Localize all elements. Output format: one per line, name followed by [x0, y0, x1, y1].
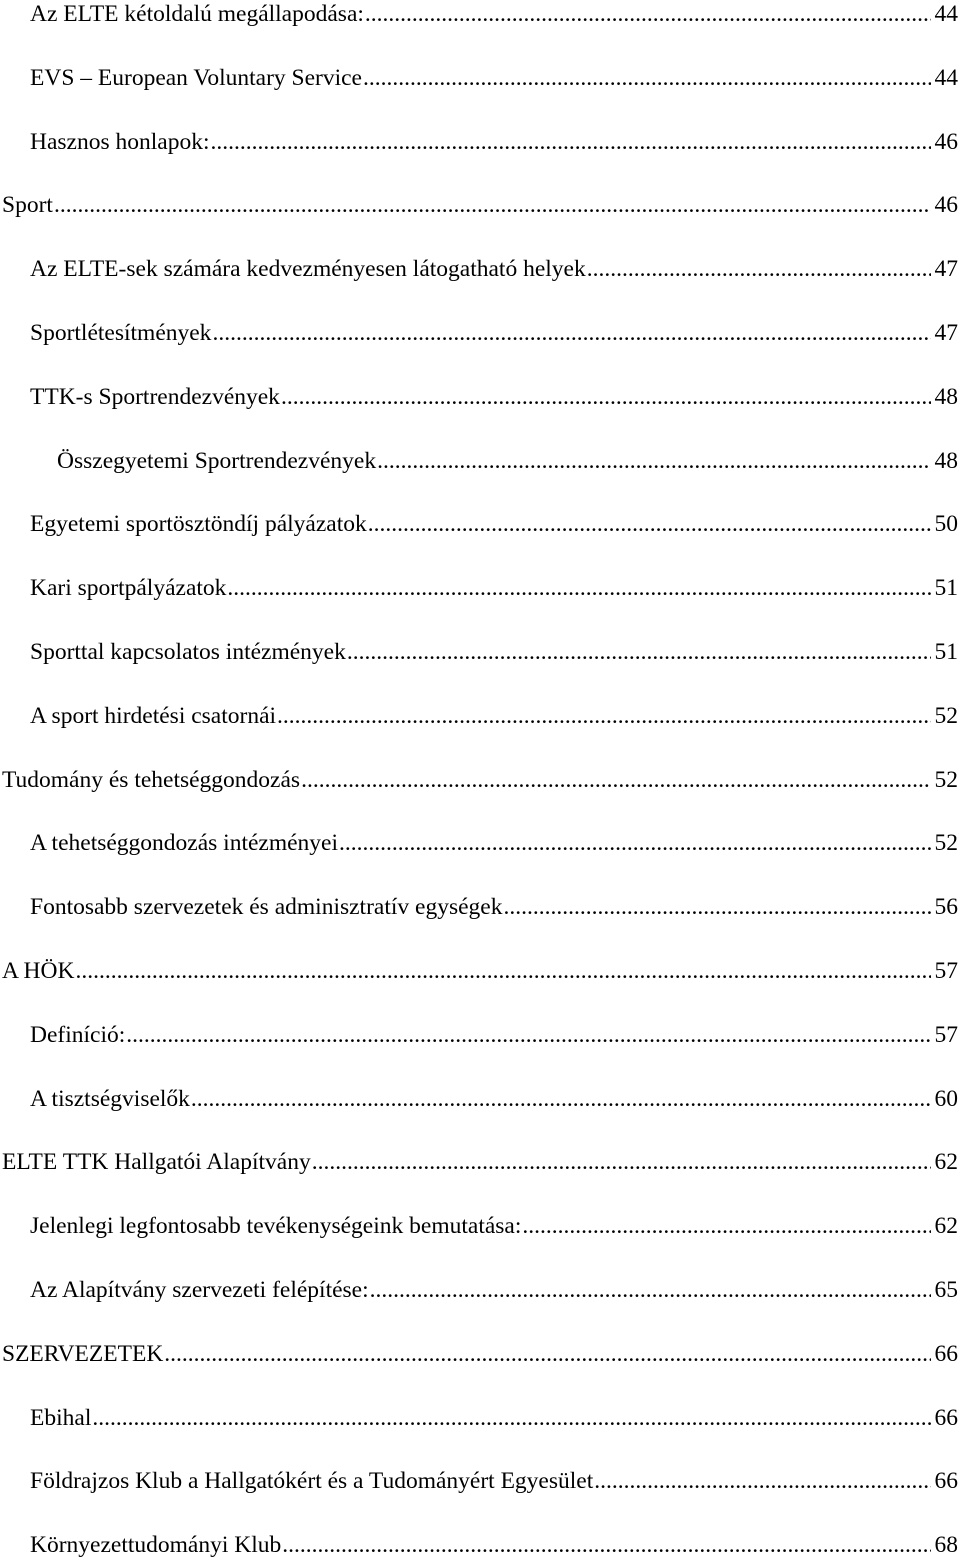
toc-entry[interactable] [0, 887, 960, 927]
toc-page-number: 66 [934, 1404, 958, 1431]
toc-page-number: 62 [934, 1213, 958, 1240]
toc-entry-title: Az ELTE kétoldalú megállapodása: [30, 1, 364, 27]
toc-entry[interactable] [0, 313, 960, 353]
toc-page-number: 52 [934, 766, 958, 793]
toc-entry[interactable] [0, 185, 960, 225]
toc-dot-leader [312, 1142, 931, 1182]
toc-entry[interactable] [0, 1015, 960, 1055]
toc-page-number: 60 [934, 1085, 958, 1112]
toc-page-number: 52 [934, 830, 958, 857]
toc-dot-leader [594, 1461, 930, 1501]
toc-dot-leader [377, 441, 930, 481]
toc-page-number: 51 [934, 575, 958, 602]
toc-dot-leader [75, 951, 930, 991]
toc-entry-title: Kari sportpályázatok [30, 575, 227, 602]
toc-entry[interactable] [0, 1079, 960, 1119]
toc-entry[interactable] [0, 249, 960, 289]
toc-entry[interactable] [0, 58, 960, 98]
toc-dot-leader [227, 568, 930, 608]
toc-dot-leader [281, 377, 931, 417]
toc-entry-title: SZERVEZETEK [2, 1340, 164, 1367]
toc-entry-title: Sporttal kapcsolatos intézmények [30, 639, 346, 665]
toc-entry-title: Az ELTE-sek számára kedvezményesen látogatható helyek [30, 256, 586, 283]
toc-entry[interactable] [0, 1270, 960, 1310]
toc-dot-leader [277, 696, 930, 736]
toc-page-number: 57 [934, 1021, 958, 1048]
toc-entry[interactable] [0, 0, 960, 34]
toc-page-number: 52 [934, 702, 958, 729]
toc-dot-leader [347, 632, 931, 672]
toc-entry-title: TTK-s Sportrendezvények [30, 383, 280, 410]
toc-entry-title: Összegyetemi Sportrendezvények [57, 447, 377, 474]
toc-entry-title: Sportlétesítmények [30, 320, 212, 346]
toc-dot-leader [365, 0, 931, 34]
toc-page-number: 47 [934, 256, 958, 283]
toc-entry[interactable] [0, 441, 960, 481]
toc-entry[interactable] [0, 696, 960, 736]
toc-page-number: 57 [934, 958, 958, 984]
toc-dot-leader [282, 1525, 930, 1565]
toc-dot-leader [368, 504, 931, 544]
toc-entry[interactable] [0, 1206, 960, 1246]
toc-entry-title: A tisztségviselők [30, 1085, 190, 1112]
toc-entry-title: Sport [2, 192, 53, 219]
toc-page-number: 51 [934, 639, 958, 665]
toc-entry[interactable] [0, 1398, 960, 1438]
toc-page-number: 66 [934, 1468, 958, 1495]
toc-dot-leader [126, 1015, 930, 1055]
toc-dot-leader [370, 1270, 931, 1310]
toc-entry[interactable] [0, 823, 960, 863]
toc-dot-leader [164, 1334, 930, 1374]
toc-entry-title: Környezettudományi Klub [30, 1532, 282, 1559]
toc-page-number: 47 [934, 320, 958, 346]
toc-entry[interactable] [0, 760, 960, 800]
toc-page-number: 68 [934, 1532, 958, 1559]
toc-entry-title: Ebihal [30, 1404, 92, 1431]
toc-dot-leader [92, 1398, 930, 1438]
toc-dot-leader [522, 1206, 930, 1246]
toc-entry-title: Fontosabb szervezetek és adminisztratív egységek [30, 894, 503, 921]
toc-entry[interactable] [0, 632, 960, 672]
toc-entry-title: Az Alapítvány szervezeti felépítése: [30, 1277, 369, 1303]
toc-entry[interactable] [0, 1525, 960, 1565]
toc-entry-title: Jelenlegi legfontosabb tevékenységeink bemutatása: [30, 1213, 522, 1240]
toc-entry[interactable] [0, 1142, 960, 1182]
toc-page-number: 50 [934, 511, 958, 538]
toc-page-number: 62 [934, 1149, 958, 1176]
toc-dot-leader [587, 249, 931, 289]
toc-entry-title: Definíció: [30, 1021, 126, 1048]
toc-entry-title: Hasznos honlapok: [30, 128, 210, 155]
toc-entry-title: ELTE TTK Hallgatói Alapítvány [2, 1149, 311, 1176]
toc-entry-title: A tehetséggondozás intézményei [30, 830, 339, 857]
toc-entry-title: Földrajzos Klub a Hallgatókért és a Tudományért Egyesület [30, 1468, 594, 1495]
toc-page-number: 46 [934, 128, 958, 155]
toc-entry[interactable] [0, 1334, 960, 1374]
toc-page-number: 56 [934, 894, 958, 921]
toc-dot-leader [301, 760, 930, 800]
toc-page-number: 44 [934, 1, 958, 27]
toc-page-number: 48 [934, 447, 958, 474]
toc-entry-title: EVS – European Voluntary Service [30, 64, 362, 91]
toc-dot-leader [212, 313, 930, 353]
toc-page-number: 46 [934, 192, 958, 219]
toc-page-number: 44 [934, 64, 958, 91]
toc-dot-leader [363, 58, 931, 98]
toc-entry-title: A sport hirdetési csatornái [30, 702, 277, 729]
toc-dot-leader [339, 823, 930, 863]
toc-page-number: 48 [934, 383, 958, 410]
toc-entry[interactable] [0, 504, 960, 544]
toc-dot-leader [211, 122, 931, 162]
toc-page-number: 66 [934, 1340, 958, 1367]
toc-page-number: 65 [934, 1277, 958, 1303]
toc-entry[interactable] [0, 1461, 960, 1501]
toc-entry-title: Tudomány és tehetséggondozás [2, 766, 301, 793]
toc-entry-title: Egyetemi sportösztöndíj pályázatok [30, 511, 367, 538]
toc-entry-title: A HÖK [2, 958, 75, 984]
toc-dot-leader [54, 185, 931, 225]
toc-entry[interactable] [0, 122, 960, 162]
toc-dot-leader [191, 1079, 931, 1119]
toc-entry[interactable] [0, 377, 960, 417]
toc-entry[interactable] [0, 951, 960, 991]
toc-entry[interactable] [0, 568, 960, 608]
toc-dot-leader [503, 887, 930, 927]
